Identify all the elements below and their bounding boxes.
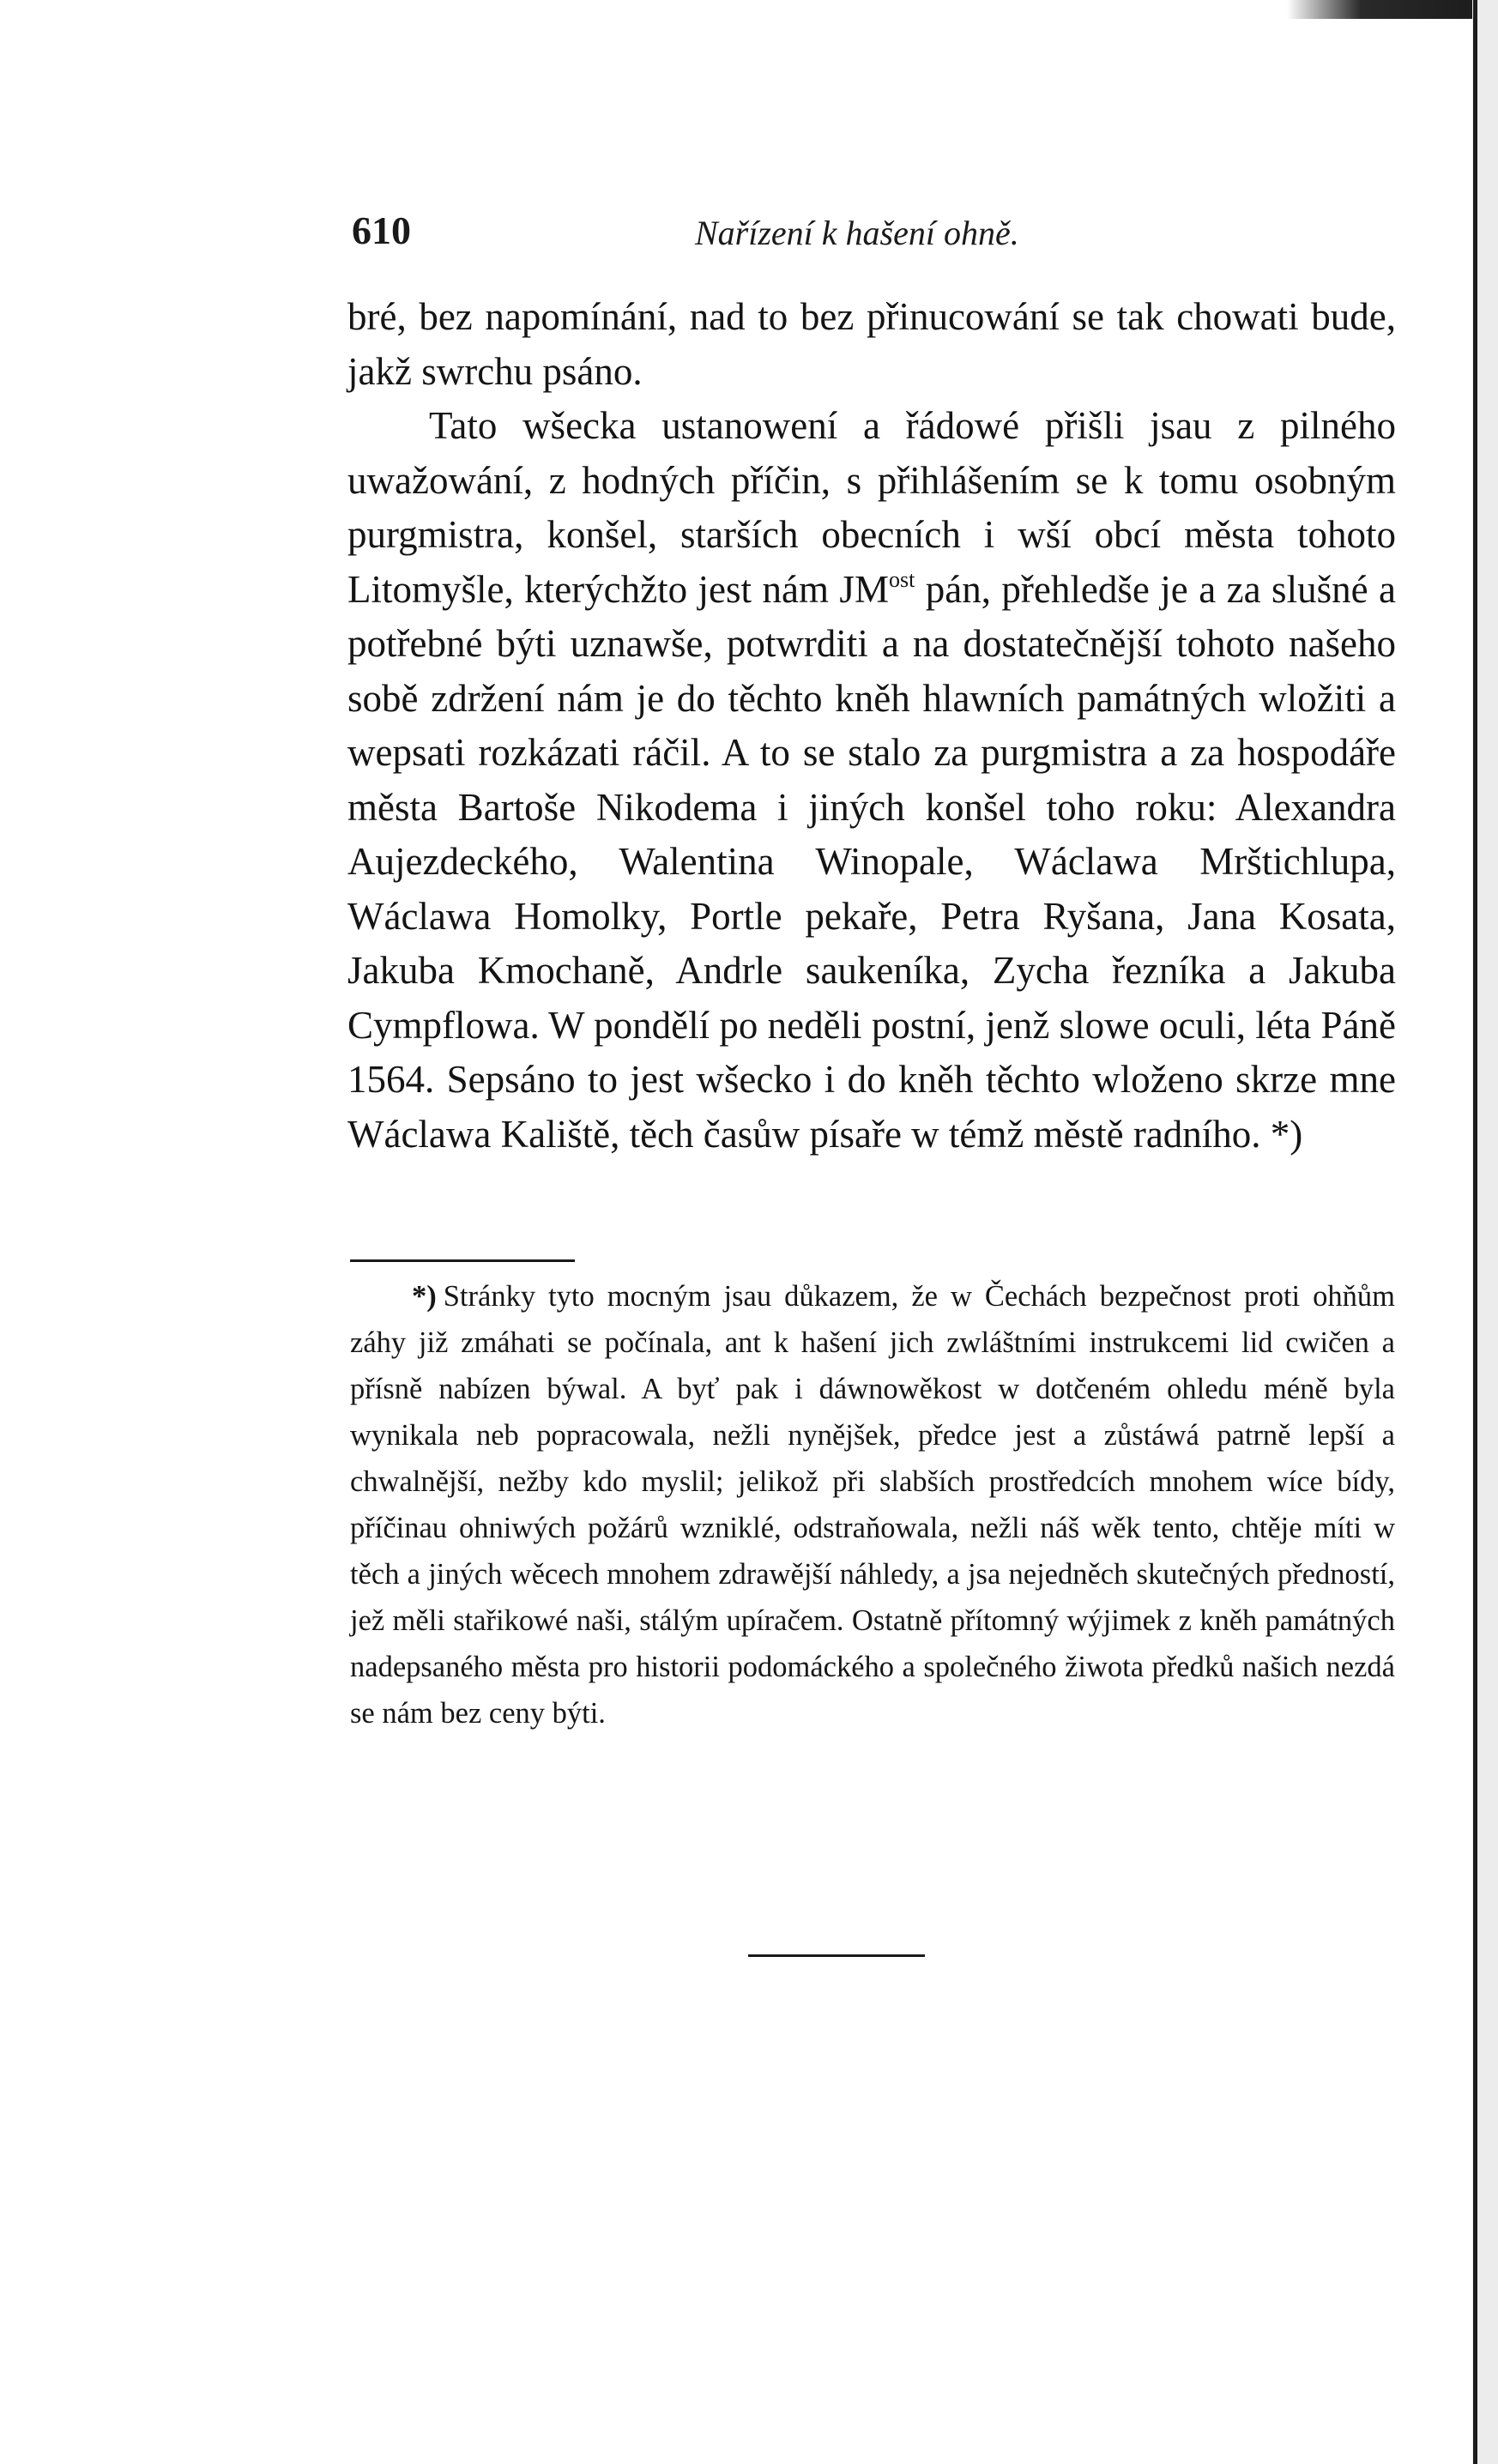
scan-edge-line — [1473, 0, 1477, 2464]
paragraph-2-start: Tato wšecka ustanowení a řádowé přišli jsau z pilného uwažowání, z hodných příčin, s přihlášením se k tomu osobným purgmistra, konšel, starších obecních i wší obcí města tohoto Litomyšle, kterýchžto jest nám JM — [347, 404, 1396, 611]
end-rule — [748, 1954, 925, 1957]
paragraph-2-rest: pán, přehledše je a za slušné a potřebné býti uznawše, potwrditi a na dostatečnější tohoto našeho sobě zdržení nám je do těchto kněh hlawních památných wložiti a wepsati rozkázati ráčil. A to se stalo za purgmistra a za hospodáře města Bartoše Nikodema i jiných konšel toho roku: Alexandra Aujezdeckého, Walentina Winopale, Wáclawa Mrštichlupa, Wáclawa Homolky, Portle pekaře, Petra Ryšana, Jana Kosata, Jakuba Kmochaně, Andrle saukeníka, Zycha řezníka a Jakuba Cympflowa. W pondělí po neděli postní, jenž slowe oculi, léta Páně 1564. Sepsáno to jest wšecko i do kněh těchto wloženo skrze mne Wáclawa Kaliště, těch časůw písaře w témž městě radního. *) — [347, 567, 1396, 1156]
paragraph-2 — [347, 399, 1396, 1162]
paragraph-1: bré, bez napomínání, nad to bez přinucowání se tak chowati bude, jakž swrchu psáno. — [347, 295, 1396, 393]
footnote-marker: *) — [412, 1280, 437, 1313]
running-title: Nařízení k hašení ohně. — [695, 214, 1019, 252]
page-number: 610 — [352, 208, 411, 252]
scan-edge-top — [1287, 0, 1498, 19]
main-text — [347, 290, 1396, 1162]
footnote-text: Stránky tyto mocným jsau důkazem, že w Čechách bezpečnost proti ohňům záhy již zmáhati se počínala, ant k hašení jich zwláštními instrukcemi lid cwičen a přísně nabízen býwal. A byť pak i dáwnowěkost w dotčeném ohledu méně byla wynikala neb popracowala, nežli nynějšek, předce jest a zůstáwá patrně lepší a chwalnější, nežby kdo myslil; jelikož při slabších prostředcích mnohem wíce bídy, příčinau ohniwých požárů wzniklé, odstraňowala, nežli náš wěk tento, chtěje míti w těch a jiných wěcech mnohem zdrawější náhledy, a jsa nejedněch skutečných předností, jež měli stařikowé naši, stálým upíračem. Ostatně přítomný wýjimek z kněh památných nadepsaného města pro historii podomáckého a společného žiwota předků našich nezdá se nám bez ceny býti. — [350, 1280, 1395, 1730]
honorific-superscript: ost — [888, 566, 915, 592]
running-head — [352, 208, 1398, 259]
footnote — [350, 1273, 1395, 1736]
footnote-rule — [350, 1259, 575, 1262]
